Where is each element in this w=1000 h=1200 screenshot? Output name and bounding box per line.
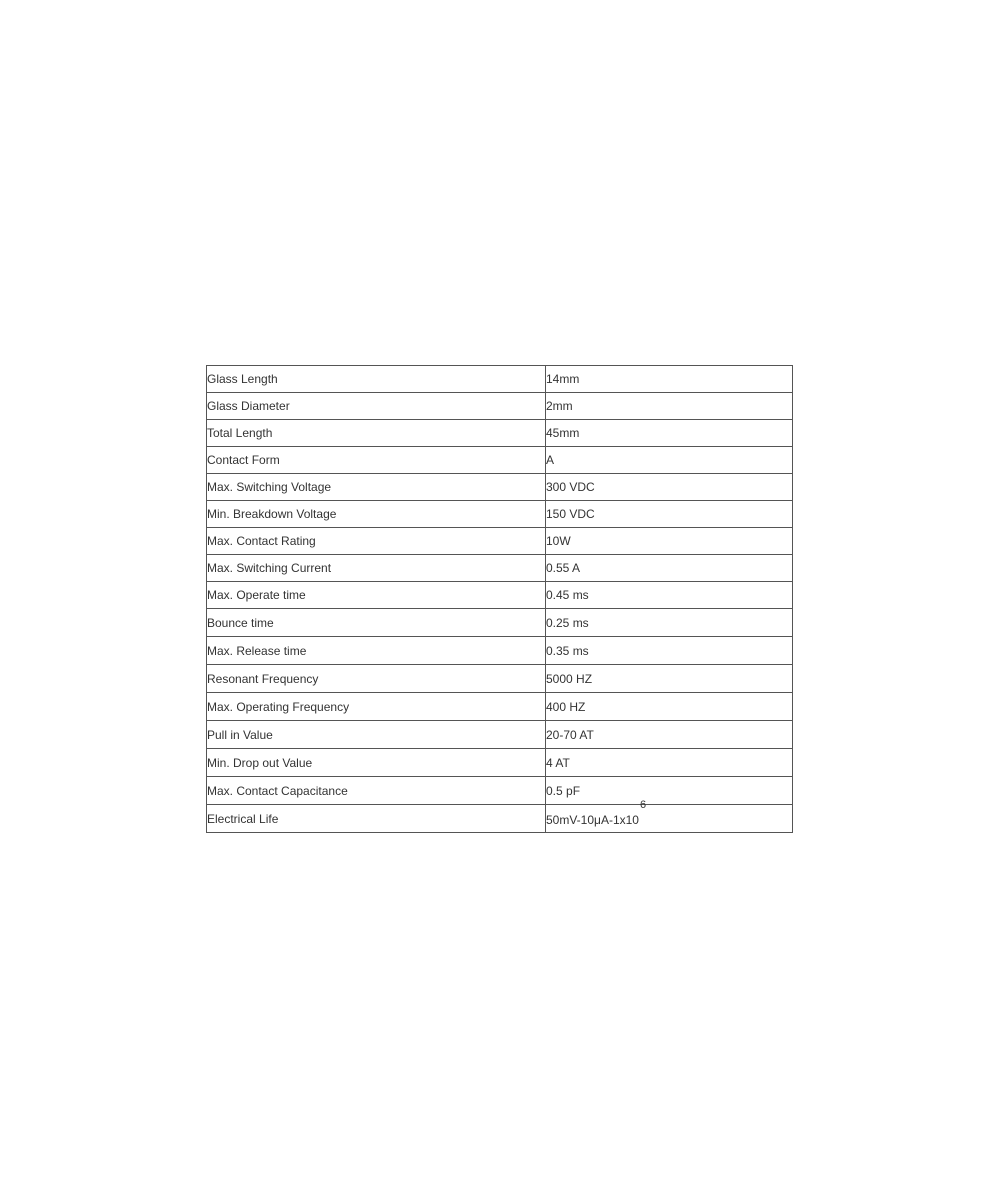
- table-row: [207, 555, 793, 582]
- spec-label: Pull in Value: [207, 721, 546, 749]
- spec-value: 20-70 AT: [546, 721, 793, 749]
- table-row: [207, 420, 793, 447]
- spec-label: Max. Operating Frequency: [207, 693, 546, 721]
- spec-label: Resonant Frequency: [207, 665, 546, 693]
- table-row: [207, 749, 793, 777]
- table-row: [207, 777, 793, 805]
- spec-value: [546, 799, 793, 833]
- table-row: [207, 366, 793, 393]
- spec-value: 14mm: [546, 366, 793, 393]
- spec-label: Min. Drop out Value: [207, 749, 546, 777]
- spec-label: Min. Breakdown Voltage: [207, 501, 546, 528]
- spec-label: Total Length: [207, 420, 546, 447]
- spec-value: 150 VDC: [546, 501, 793, 528]
- spec-value-exponent: 6: [639, 799, 647, 811]
- spec-label: Max. Contact Capacitance: [207, 777, 546, 805]
- spec-value: A: [546, 447, 793, 474]
- spec-value: 300 VDC: [546, 474, 793, 501]
- table-row: [207, 447, 793, 474]
- spec-value: 2mm: [546, 393, 793, 420]
- table-row: [207, 693, 793, 721]
- table-row: [207, 474, 793, 501]
- spec-value: 0.25 ms: [546, 609, 793, 637]
- spec-label: Glass Length: [207, 366, 546, 393]
- spec-value: 400 HZ: [546, 693, 793, 721]
- spec-label: Max. Release time: [207, 637, 546, 665]
- table-row: [207, 665, 793, 693]
- spec-value: 4 AT: [546, 749, 793, 777]
- table-row: [207, 805, 793, 833]
- spec-label: Max. Operate time: [207, 582, 546, 609]
- spec-value-base: 50mV-10μA-1x10: [546, 813, 639, 827]
- table-row: [207, 501, 793, 528]
- spec-value: 5000 HZ: [546, 665, 793, 693]
- spec-value: 45mm: [546, 420, 793, 447]
- specifications-table: [206, 365, 793, 833]
- table-row: [207, 721, 793, 749]
- table-row: [207, 637, 793, 665]
- spec-value: 0.55 A: [546, 555, 793, 582]
- spec-label: Electrical Life: [207, 805, 546, 833]
- spec-label: Bounce time: [207, 609, 546, 637]
- spec-label: Glass Diameter: [207, 393, 546, 420]
- table-row: [207, 582, 793, 609]
- spec-label: Max. Switching Voltage: [207, 474, 546, 501]
- spec-label: Contact Form: [207, 447, 546, 474]
- table-row: [207, 393, 793, 420]
- table-row: [207, 528, 793, 555]
- spec-value: 0.35 ms: [546, 637, 793, 665]
- spec-value: 0.5 pF: [546, 777, 793, 805]
- spec-label: Max. Switching Current: [207, 555, 546, 582]
- table-row: [207, 609, 793, 637]
- spec-value: 0.45 ms: [546, 582, 793, 609]
- spec-label: Max. Contact Rating: [207, 528, 546, 555]
- spec-value: 10W: [546, 528, 793, 555]
